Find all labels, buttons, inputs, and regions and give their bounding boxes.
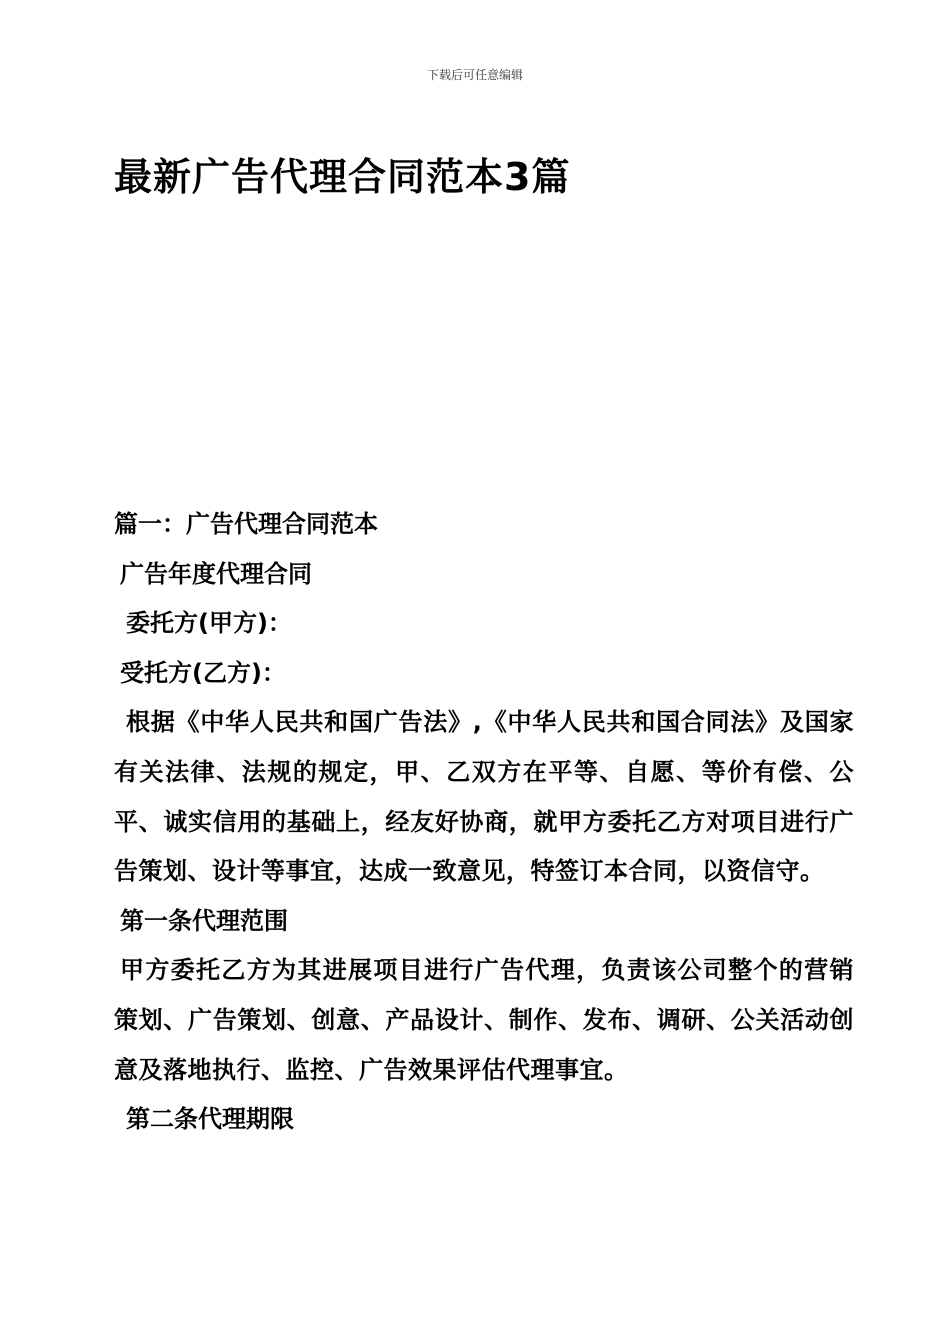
- article1-heading: 第一条代理范围: [120, 906, 288, 935]
- article2-heading: 第二条代理期限: [126, 1105, 294, 1134]
- intro-paragraph: 根据《中华人民共和国广告法》,《中华人民共和国合同法》及国家有关法律、法规的规定，甲、乙双方在平等、自愿、等价有偿、公平、诚实信用的基础上，经友好协商，就甲方委托乙方对项目进行广告策划、设计等事宜，达成一致意见，特签订本合同，以资信守。: [114, 708, 854, 886]
- contract-title: 广告年度代理合同: [120, 559, 312, 588]
- section-heading: 篇一：广告代理合同范本: [114, 510, 378, 538]
- document-body: [114, 500, 854, 1145]
- party-a-label: 委托方(甲方)：: [126, 609, 292, 638]
- article1-text: 甲方委托乙方为其进展项目进行广告代理，负责该公司整个的营销策划、广告策划、创意、产品设计、制作、发布、调研、公关活动创意及落地执行、监控、广告效果评估代理事宜。: [114, 956, 854, 1084]
- document-title: 最新广告代理合同范本3篇: [114, 155, 571, 199]
- header-note: 下载后可任意编辑: [426, 68, 523, 82]
- party-b-label: 受托方(乙方)：: [120, 658, 286, 687]
